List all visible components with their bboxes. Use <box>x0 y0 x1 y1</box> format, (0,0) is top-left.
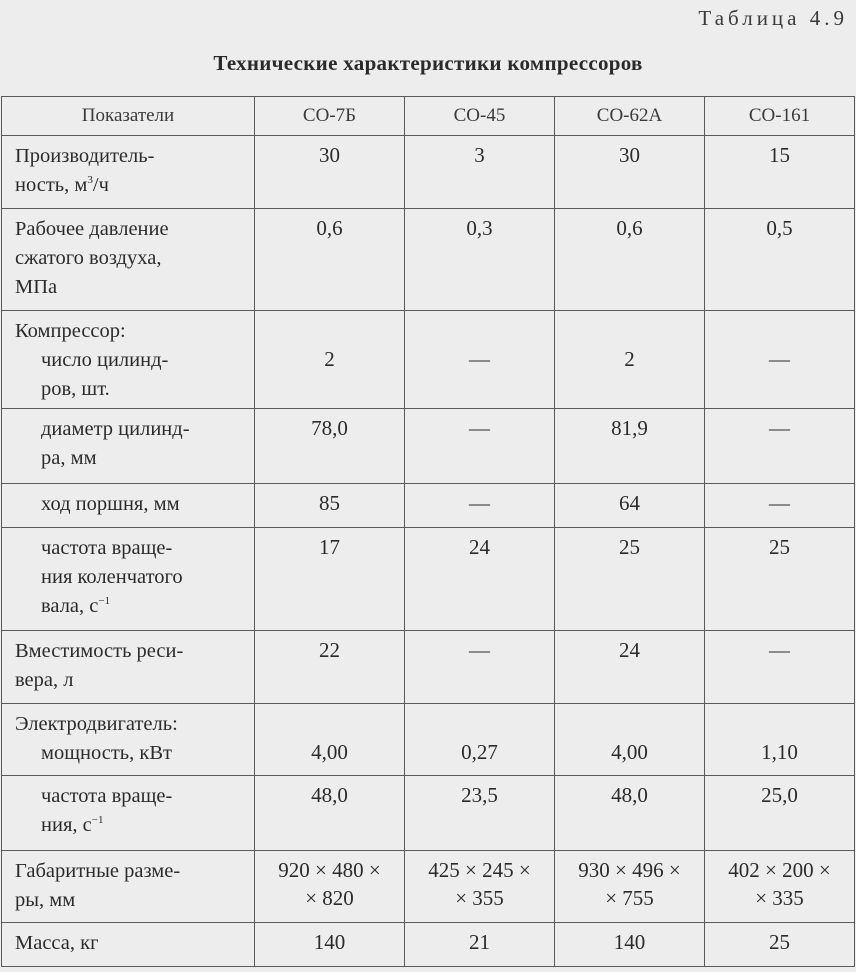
cell: — <box>405 631 555 704</box>
cell: 2 <box>555 311 705 409</box>
cell: 0,3 <box>405 209 555 311</box>
table-title: Технические характеристики компрессоров <box>213 51 643 75</box>
table-row <box>2 311 855 409</box>
table-row <box>2 528 855 631</box>
cell: 0,6 <box>555 209 705 311</box>
table-row <box>2 136 855 209</box>
col-header: СО-45 <box>405 97 555 136</box>
cell: 140 <box>255 923 405 967</box>
dim-value: 920 × 480 × × 820 <box>278 858 381 910</box>
spec-table <box>1 96 855 967</box>
table-row <box>2 631 855 704</box>
cell: — <box>705 631 855 704</box>
cell: — <box>405 311 555 409</box>
table-row <box>2 776 855 851</box>
cell: 25 <box>555 528 705 631</box>
table-number: Таблица 4.9 <box>698 6 848 30</box>
cell: 2 <box>255 311 405 409</box>
col-header: СО-161 <box>705 97 855 136</box>
cell: 30 <box>255 136 405 209</box>
table-row <box>2 923 855 967</box>
compressor-header: Компрессор: <box>15 320 126 342</box>
cell: — <box>705 409 855 484</box>
cell: 78,0 <box>255 409 405 484</box>
cell: 22 <box>255 631 405 704</box>
row-label-receiver: Вместимость реси- вера, л <box>2 631 255 704</box>
table-row <box>2 704 855 776</box>
row-label-cylinders: Компрессор: число цилинд- ров, шт. <box>2 311 255 409</box>
cell: 0,27 <box>405 704 555 776</box>
cell <box>555 851 705 923</box>
row-label-productivity: Производитель- ность, $м^3/ч$ <box>2 136 255 209</box>
cell: 30 <box>555 136 705 209</box>
motor-header: Электродвигатель: <box>15 713 178 735</box>
cell: 85 <box>255 484 405 528</box>
dim-value: 425 × 245 × × 355 <box>428 858 531 910</box>
cell: 25,0 <box>705 776 855 851</box>
col-header: СО-62А <box>555 97 705 136</box>
cell <box>405 851 555 923</box>
cell: 25 <box>705 923 855 967</box>
cell: — <box>705 311 855 409</box>
cell: 64 <box>555 484 705 528</box>
row-label-pressure: Рабочее давление сжатого воздуха, МПа <box>2 209 255 311</box>
col-header: СО-7Б <box>255 97 405 136</box>
table-row <box>2 409 855 484</box>
cell: 81,9 <box>555 409 705 484</box>
cell: 23,5 <box>405 776 555 851</box>
cell: 24 <box>405 528 555 631</box>
cell: 0,5 <box>705 209 855 311</box>
table-row <box>2 851 855 923</box>
table-row <box>2 209 855 311</box>
cell: — <box>705 484 855 528</box>
cell: — <box>405 484 555 528</box>
cell <box>255 851 405 923</box>
cell: 15 <box>705 136 855 209</box>
cell: 17 <box>255 528 405 631</box>
cell: 25 <box>705 528 855 631</box>
cell: 1,10 <box>705 704 855 776</box>
dim-value: 930 × 496 × × 755 <box>578 858 681 910</box>
row-label-motor-speed: частота враще- ния, $с^{-1}$ <box>2 776 255 851</box>
row-label-stroke: ход поршня, мм <box>2 484 255 528</box>
col-header: Показатели <box>2 97 255 136</box>
row-label-diameter: диаметр цилинд- ра, мм <box>2 409 255 484</box>
cell: 4,00 <box>255 704 405 776</box>
header-row <box>2 97 855 136</box>
cell: 21 <box>405 923 555 967</box>
row-label-mass: Масса, кг <box>2 923 255 967</box>
cell: 3 <box>405 136 555 209</box>
cell: 4,00 <box>555 704 705 776</box>
cell <box>705 851 855 923</box>
cell: 24 <box>555 631 705 704</box>
cell: 48,0 <box>255 776 405 851</box>
table-row <box>2 484 855 528</box>
row-label-shaft-speed: частота враще- ния коленчатого вала, $с^{-1}$ <box>2 528 255 631</box>
row-label-power: Электродвигатель: мощность, кВт <box>2 704 255 776</box>
row-label-dimensions: Габаритные разме- ры, мм <box>2 851 255 923</box>
cell: 0,6 <box>255 209 405 311</box>
cell: 48,0 <box>555 776 705 851</box>
cell: — <box>405 409 555 484</box>
cell: 140 <box>555 923 705 967</box>
dim-value: 402 × 200 × × 335 <box>728 858 831 910</box>
